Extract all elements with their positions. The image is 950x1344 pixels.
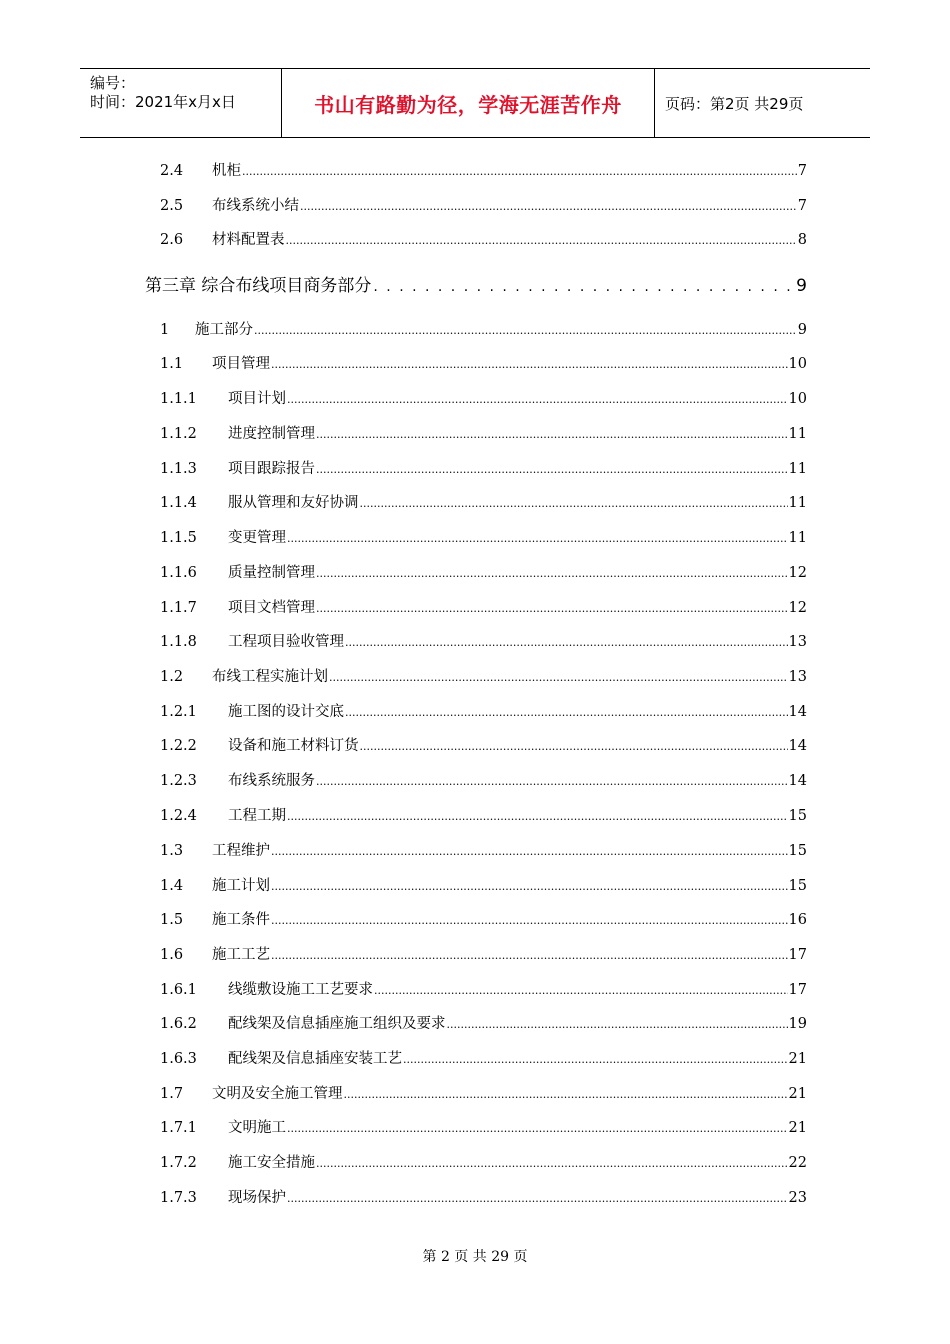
toc-entry-page-number: 15 [788, 808, 807, 824]
toc-entry[interactable]: 1.6.2 配线架及信息插座施工组织及要求 ..... 19 [160, 1013, 807, 1035]
toc-entry-page-number: 14 [788, 704, 807, 720]
toc-entry[interactable]: 1.2.4 工程工期 ..... 15 [160, 805, 807, 827]
toc-dot-leader [271, 944, 788, 967]
toc-dot-leader [271, 353, 788, 376]
toc-entry[interactable]: 1.6.1 线缆敷设施工工艺要求 ..... 17 [160, 979, 807, 1001]
toc-entry-title: 施工工艺 [212, 947, 270, 963]
toc-dot-leader [287, 805, 788, 828]
page-info: 页码：第2页 共29页 [665, 94, 804, 113]
toc-entry-page-number: 12 [788, 600, 807, 616]
toc-entry-page-number: 16 [788, 912, 807, 928]
toc-entry-page-number: 14 [788, 738, 807, 754]
toc-entry-title: 质量控制管理 [228, 565, 315, 581]
toc-entry[interactable]: 1.1.7 项目文档管理 ..... 12 [160, 597, 807, 619]
toc-entry-page-number: 13 [788, 634, 807, 650]
toc-entry-page-number: 11 [788, 495, 807, 511]
toc-entry-title: 服从管理和友好协调 [228, 495, 359, 511]
toc-entry[interactable]: 1.2.3 布线系统服务 ..... 14 [160, 770, 807, 792]
toc-entry-title: 项目计划 [228, 391, 286, 407]
toc-dot-leader [344, 1083, 788, 1106]
toc-entry-page-number: 10 [788, 356, 807, 372]
toc-dot-leader [345, 701, 788, 724]
toc-dot-leader [271, 909, 788, 932]
toc-dot-leader [329, 666, 788, 689]
toc-entry[interactable]: 1.1.6 质量控制管理 ..... 12 [160, 562, 807, 584]
toc-entry-title: 布线系统服务 [228, 773, 315, 789]
toc-entry-title: 文明及安全施工管理 [212, 1086, 343, 1102]
toc-dot-leader [316, 562, 788, 585]
page-footer: 第 2 页 共 29 页 [422, 1249, 528, 1265]
toc-entry-page-number: 23 [788, 1190, 807, 1206]
toc-entry[interactable]: 1.5 施工条件 ..... 16 [160, 909, 807, 931]
header-motto-cell [282, 69, 655, 137]
toc-entry-page-number: 19 [788, 1016, 807, 1032]
toc-entry-title: 工程维护 [212, 843, 270, 859]
toc-entry[interactable]: 1.1.2 进度控制管理 ..... 11 [160, 423, 807, 445]
toc-dot-leader [316, 458, 788, 481]
toc-dot-leader [373, 273, 794, 300]
toc-entry-page-number: 12 [788, 565, 807, 581]
toc-dot-leader [316, 770, 788, 793]
toc-entry[interactable]: 1 施工部分 ..... 9 [160, 319, 807, 341]
toc-entry[interactable]: 1.7.3 现场保护 ..... 23 [160, 1187, 807, 1209]
toc-entry[interactable]: 1.1.8 工程项目验收管理 ..... 13 [160, 631, 807, 653]
toc-entry-page-number: 15 [788, 878, 807, 894]
toc-entry[interactable]: 2.6 材料配置表 ..... 8 [160, 229, 807, 251]
toc-dot-leader [345, 631, 788, 654]
toc-entry-title: 布线工程实施计划 [212, 669, 328, 685]
toc-entry-page-number: 7 [797, 198, 807, 214]
toc-entry[interactable]: 1.2 布线工程实施计划 ..... 13 [160, 666, 807, 688]
number-label: 编号： [90, 74, 136, 92]
toc-entry-title: 材料配置表 [212, 232, 285, 248]
toc-entry-title: 施工条件 [212, 912, 270, 928]
toc-entry-title: 现场保护 [228, 1190, 286, 1206]
toc-entry-page-number: 11 [788, 530, 807, 546]
toc-entry-page-number: 10 [788, 391, 807, 407]
toc-entry-page-number: 11 [788, 426, 807, 442]
toc-entry-page-number: 9 [796, 276, 807, 296]
toc-entry[interactable]: 1.3 工程维护 ..... 15 [160, 840, 807, 862]
toc-entry-title: 配线架及信息插座施工组织及要求 [228, 1016, 446, 1032]
toc-entry[interactable]: 1.2.1 施工图的设计交底 ..... 14 [160, 701, 807, 723]
toc-entry-title: 设备和施工材料订货 [228, 738, 359, 754]
toc-entry-page-number: 11 [788, 461, 807, 477]
toc-entry-page-number: 8 [797, 232, 807, 248]
toc-dot-leader [287, 388, 788, 411]
toc-entry-title: 进度控制管理 [228, 426, 315, 442]
toc-entry-title: 施工计划 [212, 878, 270, 894]
toc-dot-leader [316, 423, 788, 446]
toc-dot-leader [242, 160, 797, 183]
toc-dot-leader [316, 1152, 788, 1175]
toc-entry-page-number: 14 [788, 773, 807, 789]
toc-entry-title: 施工安全措施 [228, 1155, 315, 1171]
toc-entry[interactable]: 1.6.3 配线架及信息插座安装工艺 ..... 21 [160, 1048, 807, 1070]
toc-dot-leader [316, 597, 788, 620]
toc-entry[interactable]: 1.1.1 项目计划 ..... 10 [160, 388, 807, 410]
toc-entry-title: 文明施工 [228, 1120, 286, 1136]
toc-entry-page-number: 21 [788, 1086, 807, 1102]
toc-dot-leader [286, 229, 797, 252]
toc-entry[interactable]: 1.4 施工计划 ..... 15 [160, 875, 807, 897]
header-left-cell [80, 69, 282, 137]
toc-entry-title: 施工部分 [195, 322, 253, 338]
toc-entry-title: 第三章 综合布线项目商务部分 [145, 276, 372, 296]
toc-chapter-entry[interactable] [145, 273, 807, 299]
toc-entry-title: 配线架及信息插座安装工艺 [228, 1051, 402, 1067]
header-right-cell [655, 69, 870, 137]
toc-dot-leader [447, 1013, 788, 1036]
toc-dot-leader [287, 1117, 788, 1140]
toc-entry[interactable]: 2.5 布线系统小结 ..... 7 [160, 195, 807, 217]
toc-dot-leader [287, 527, 788, 550]
toc-entry-title: 施工图的设计交底 [228, 704, 344, 720]
page-header [80, 68, 870, 138]
toc-entry-title: 变更管理 [228, 530, 286, 546]
time-label: 时间：2021年x月x日 [90, 93, 236, 111]
toc-dot-leader [360, 492, 788, 515]
toc-entry[interactable]: 2.4 机柜 ..... 7 [160, 160, 807, 182]
toc-entry[interactable]: 1.7.1 文明施工 ..... 21 [160, 1117, 807, 1139]
toc-entry-page-number: 13 [788, 669, 807, 685]
toc-entry[interactable]: 1.2.2 设备和施工材料订货 ..... 14 [160, 735, 807, 757]
toc-entry-page-number: 17 [788, 982, 807, 998]
toc-entry-page-number: 17 [788, 947, 807, 963]
toc-entry-page-number: 15 [788, 843, 807, 859]
toc-entry[interactable]: 1.1.5 变更管理 ..... 11 [160, 527, 807, 549]
toc-entry-page-number: 21 [788, 1051, 807, 1067]
toc-entry[interactable]: 1.7 文明及安全施工管理 ..... 21 [160, 1083, 807, 1105]
toc-dot-leader [254, 319, 797, 342]
toc-entry-title: 工程工期 [228, 808, 286, 824]
toc-entry-title: 项目管理 [212, 356, 270, 372]
toc-dot-leader [374, 979, 788, 1002]
toc-entry-title: 机柜 [212, 163, 241, 179]
toc-entry[interactable]: 1.7.2 施工安全措施 ..... 22 [160, 1152, 807, 1174]
toc-entry-page-number: 9 [797, 322, 807, 338]
toc-dot-leader [300, 195, 797, 218]
toc-dot-leader [403, 1048, 788, 1071]
toc-entry-title: 线缆敷设施工工艺要求 [228, 982, 373, 998]
toc-dot-leader [360, 735, 788, 758]
toc-entry-title: 项目跟踪报告 [228, 461, 315, 477]
toc-dot-leader [287, 1187, 788, 1210]
toc-entry[interactable]: 1.1.3 项目跟踪报告 ..... 11 [160, 458, 807, 480]
toc-entry-title: 项目文档管理 [228, 600, 315, 616]
toc-entry-page-number: 22 [788, 1155, 807, 1171]
toc-entry-title: 布线系统小结 [212, 198, 299, 214]
toc-entry-page-number: 7 [797, 163, 807, 179]
motto: 书山有路勤为径，学海无涯苦作舟 [314, 92, 622, 117]
toc-entry[interactable]: 1.6 施工工艺 ..... 17 [160, 944, 807, 966]
toc-entry[interactable]: 1.1.4 服从管理和友好协调 ..... 11 [160, 492, 807, 514]
toc-dot-leader [271, 875, 788, 898]
toc-entry-title: 工程项目验收管理 [228, 634, 344, 650]
toc-entry[interactable]: 1.1 项目管理 ..... 10 [160, 353, 807, 375]
toc-entry-page-number: 21 [788, 1120, 807, 1136]
toc-dot-leader [271, 840, 788, 863]
